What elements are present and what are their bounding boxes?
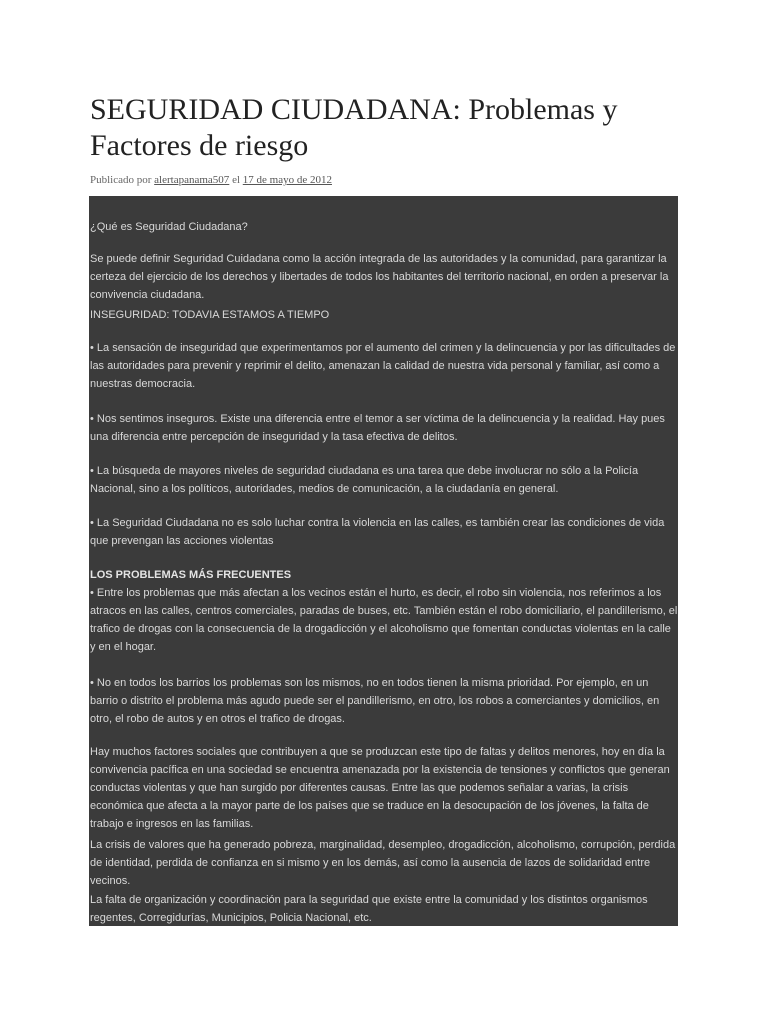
- byline: [90, 174, 332, 186]
- date-link[interactable]: 17 de mayo de 2012: [242, 174, 332, 186]
- bullet-seguridad: • La Seguridad Ciudadana no es solo luchar contra la violencia en las calles, es también crear las condiciones de vida que prevengan las acciones violentas: [90, 517, 665, 547]
- question-heading: ¿Qué es Seguridad Ciudadana?: [90, 221, 248, 233]
- paragraph-coordinacion: La falta de organización y coordinación para la seguridad que existe entre la comunidad y los distintos organismos regentes, Corregidurías, Municipios, Policia Nacional, etc.: [90, 894, 648, 924]
- author-link[interactable]: alertapanama507: [154, 174, 230, 186]
- bullet-busqueda: • La búsqueda de mayores niveles de seguridad ciudadana es una tarea que debe involucrar no sólo a la Policía Nacional, sino a los políticos, autoridades, medios de comunicación, a la ciudadanía en general.: [90, 465, 639, 495]
- subheading-inseguridad: INSEGURIDAD: TODAVIA ESTAMOS A TIEMPO: [90, 309, 330, 321]
- definition-paragraph: Se puede definir Seguridad Cuidadana como la acción integrada de las autoridades y la comunidad, para garantizar la certeza del ejercicio de los derechos y libertades de todos los habitantes del territorio nacional, en orden a preservar la convivencia ciudadana.: [90, 253, 669, 301]
- bullet-barrios: • No en todos los barrios los problemas son los mismos, no en todos tienen la misma prioridad. Por ejemplo, en un barrio o distrito el problema más agudo puede ser el pandillerismo, en otro, los robos a comerciantes y domicilios, en otro, el robo de autos y en otros el trafico de drogas.: [90, 677, 660, 725]
- byline-connector: el: [232, 174, 241, 186]
- bullet-sensacion: • La sensación de inseguridad que experimentamos por el aumento del crimen y la delincuencia y por las dificultades de las autoridades para prevenir y reprimir el delito, amenazan la calidad de nuestra vida personal y familiar, así como a nuestras democracia.: [90, 342, 676, 390]
- byline-prefix: Publicado por: [90, 174, 152, 186]
- subheading-problemas: LOS PROBLEMAS MÁS FRECUENTES: [90, 569, 292, 581]
- article-body: [89, 196, 678, 926]
- paragraph-factores: Hay muchos factores sociales que contribuyen a que se produzcan este tipo de faltas y delitos menores, hoy en día la convivencia pacífica en una sociedad se encuentra amenazada por la existencia de tensiones y conflictos que generan conductas violentas y que han surgido por diferentes causas. Entre las que podemos señalar a varias, la crisis económica que afecta a la mayor parte de los países que se traduce en la desocupación de los jóvenes, la falta de trabajo e ingresos en las familias.: [90, 746, 670, 830]
- paragraph-valores: La crisis de valores que ha generado pobreza, marginalidad, desempleo, drogadicción, alcoholismo, corrupción, perdida de identidad, perdida de confianza en si mismo y en los demás, así como la ausencia de lazos de solidaridad entre vecinos.: [90, 839, 676, 887]
- bullet-hurto: • Entre los problemas que más afectan a los vecinos están el hurto, es decir, el robo sin violencia, nos referimos a los atracos en las calles, centros comerciales, paradas de buses, etc. También están el robo domiciliario, el pandillerismo, el trafico de drogas con la consecuencia de la drogadicción y el alcoholismo que fomentan conductas violentas en la calle y en el hogar.: [90, 587, 678, 653]
- article-title: SEGURIDAD CIUDADANA: Problemas y Factores de riesgo: [90, 93, 618, 162]
- bullet-inseguros: • Nos sentimos inseguros. Existe una diferencia entre el temor a ser víctima de la delincuencia y la realidad. Hay pues una diferencia entre percepción de inseguridad y la tasa efectiva de delitos.: [90, 413, 665, 443]
